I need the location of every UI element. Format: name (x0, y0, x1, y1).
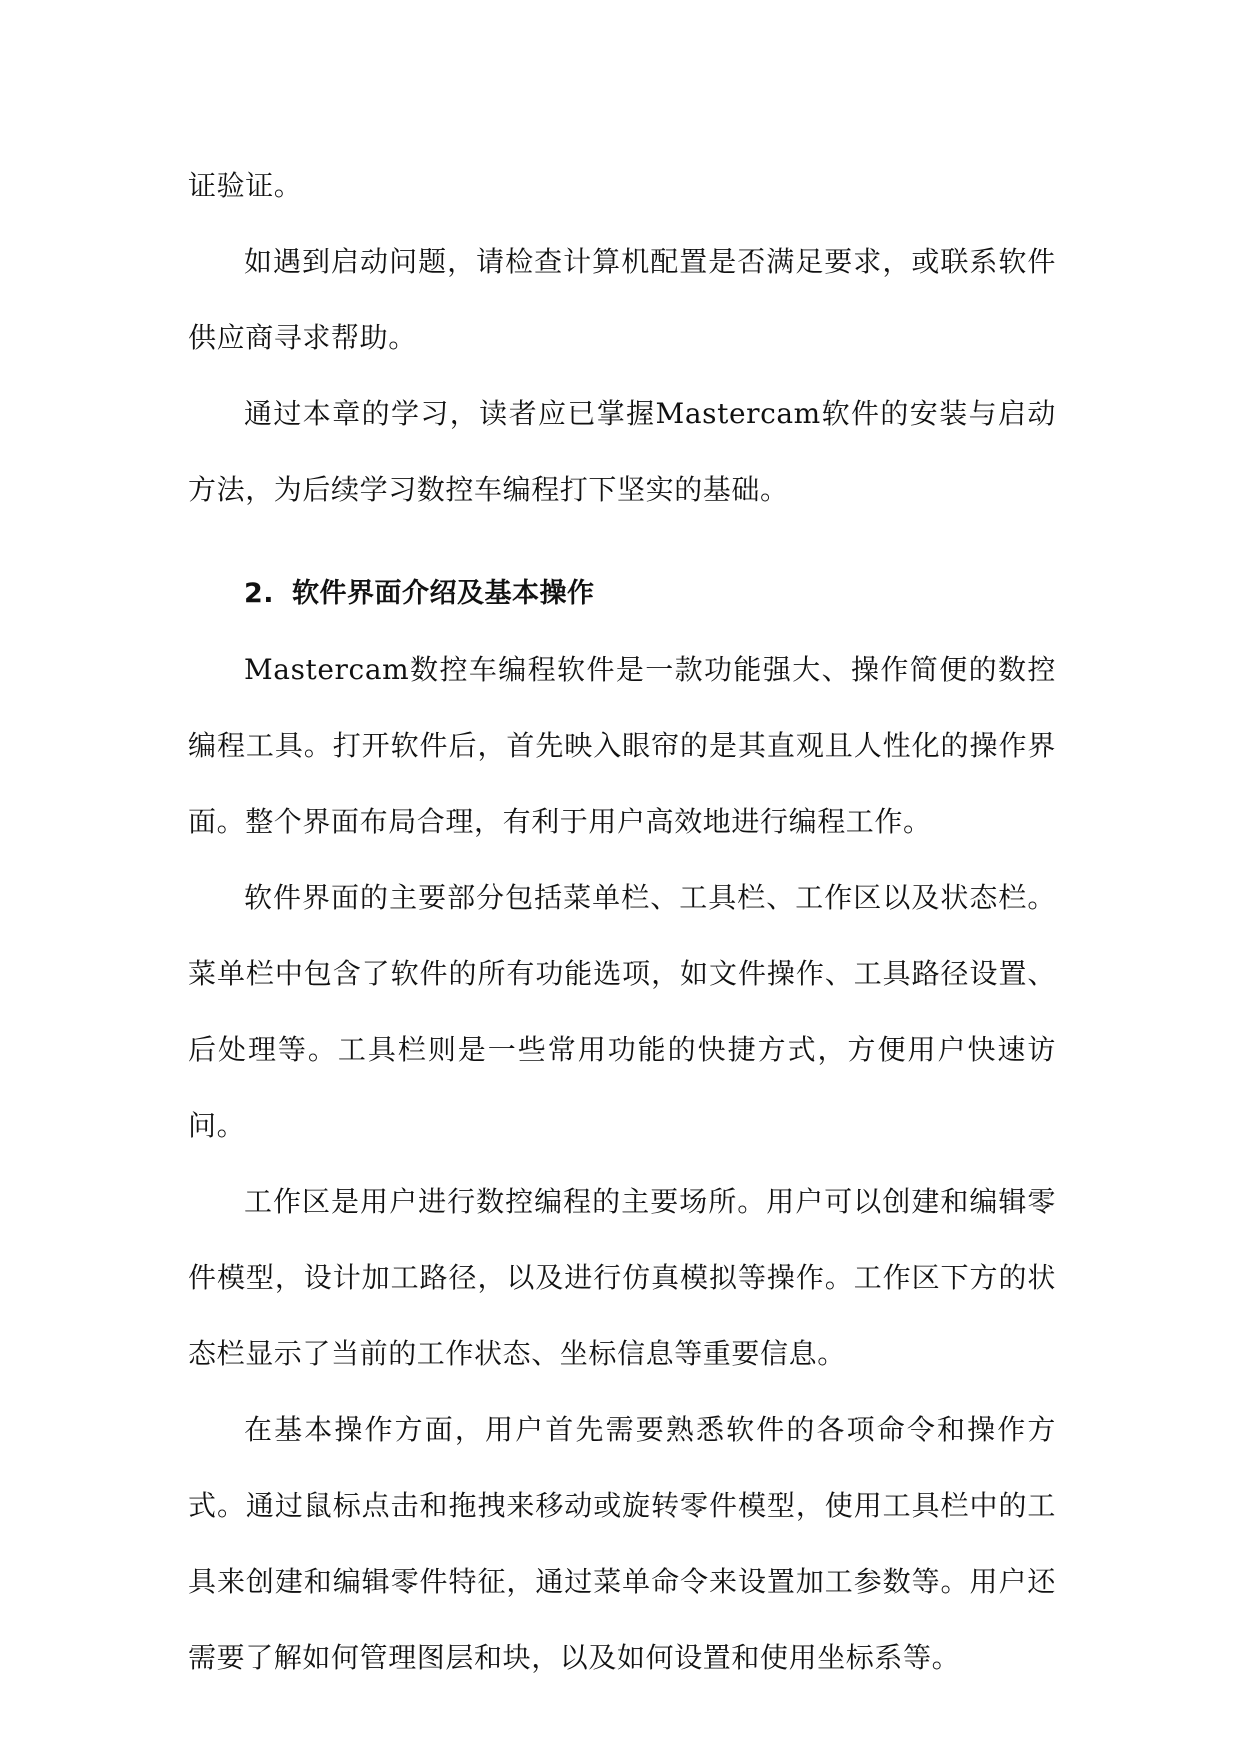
paragraph-chapter-summary: 通过本章的学习，读者应已掌握Mastercam软件的安装与启动方法，为后续学习数控车编程打下坚实的基础。 (188, 397, 1056, 506)
paragraph-software-intro: Mastercam数控车编程软件是一款功能强大、操作简便的数控编程工具。打开软件后，首先映入眼帘的是其直观且人性化的操作界面。整个界面布局合理，有利于用户高效地进行编程工作。 (188, 653, 1056, 838)
section-number: 2. (244, 578, 275, 609)
section-heading (188, 556, 1056, 632)
paragraph-interface-parts: 软件界面的主要部分包括菜单栏、工具栏、工作区以及状态栏。菜单栏中包含了软件的所有功能选项，如文件操作、工具路径设置、后处理等。工具栏则是一些常用功能的快捷方式，方便用户快速访问。 (188, 881, 1056, 1142)
paragraph-basic-operations: 在基本操作方面，用户首先需要熟悉软件的各项命令和操作方式。通过鼠标点击和拖拽来移动或旋转零件模型，使用工具栏中的工具来创建和编辑零件特征，通过菜单命令来设置加工参数等。用户还需要了解如何管理图层和块，以及如何设置和使用坐标系等。 (188, 1413, 1056, 1674)
document-body (188, 148, 1056, 1696)
paragraph-continuation: 证验证。 (188, 169, 303, 202)
paragraph-startup-problems: 如遇到启动问题，请检查计算机配置是否满足要求，或联系软件供应商寻求帮助。 (188, 245, 1056, 354)
section-title: 软件界面介绍及基本操作 (292, 578, 595, 609)
paragraph-workspace: 工作区是用户进行数控编程的主要场所。用户可以创建和编辑零件模型，设计加工路径，以及进行仿真模拟等操作。工作区下方的状态栏显示了当前的工作状态、坐标信息等重要信息。 (188, 1185, 1056, 1370)
